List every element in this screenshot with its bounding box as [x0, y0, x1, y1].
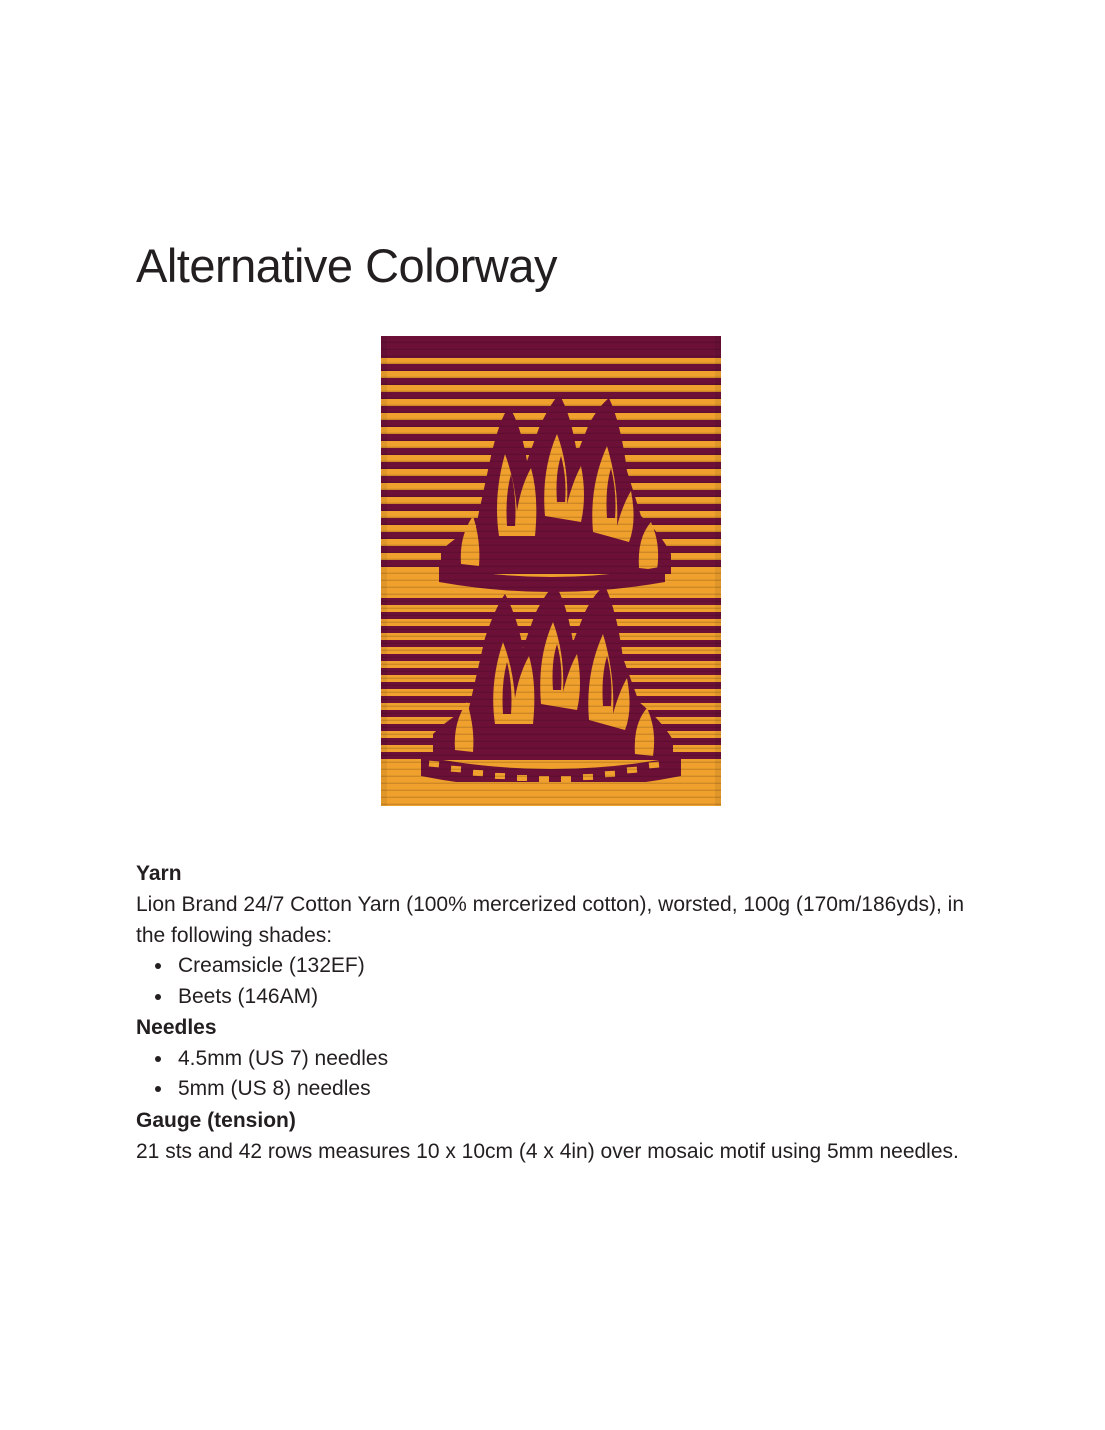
- needle-list: [136, 1044, 966, 1105]
- section-gauge: [136, 1105, 966, 1168]
- swatch-graphic: [381, 336, 721, 806]
- section-heading-gauge: Gauge (tension): [136, 1108, 296, 1132]
- list-item: • Creamsicle (132EF): [174, 951, 966, 981]
- page-title: Alternative Colorway: [136, 239, 558, 292]
- section-heading-needles: Needles: [136, 1016, 217, 1040]
- section-heading-yarn: Yarn: [136, 861, 182, 885]
- list-item: • 5mm (US 8) needles: [174, 1074, 966, 1104]
- list-item: • 4.5mm (US 7) needles: [174, 1044, 966, 1074]
- section-needles: [136, 1012, 966, 1104]
- section-paragraph-yarn: Lion Brand 24/7 Cotton Yarn (100% mercerized cotton), worsted, 100g (170m/186yds), in the following shades:: [136, 893, 965, 948]
- section-yarn: [136, 858, 966, 1013]
- section-paragraph-gauge: 21 sts and 42 rows measures 10 x 10cm (4 x 4in) over mosaic motif using 5mm needles.: [136, 1140, 959, 1164]
- yarn-shade-list: [136, 951, 966, 1012]
- document-content: [136, 240, 966, 1167]
- swatch-figure: [136, 336, 966, 806]
- list-item: • Beets (146AM): [174, 982, 966, 1012]
- knitted-mosaic-flame-swatch: [381, 336, 721, 806]
